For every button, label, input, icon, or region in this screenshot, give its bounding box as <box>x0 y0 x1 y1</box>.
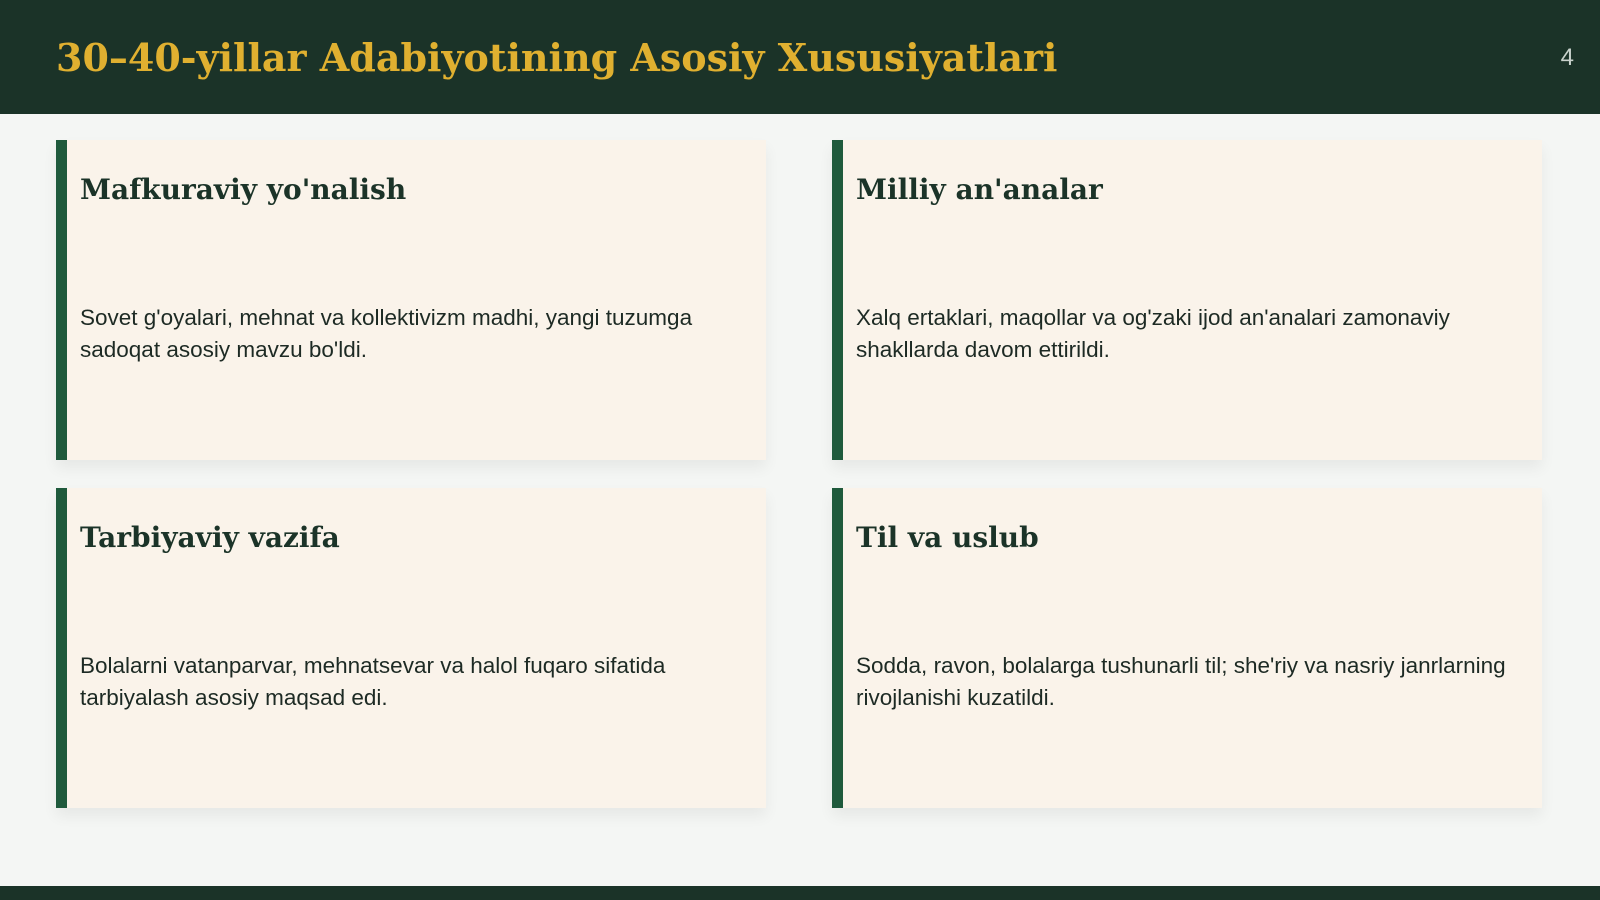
slide-title: 30–40-yillar Adabiyotining Asosiy Xususiyatlari <box>56 35 1058 80</box>
card-body: Xalq ertaklari, maqollar va og'zaki ijod an'analari zamonaviy shakllarda davom ettirildi. <box>856 305 1450 362</box>
card-til-va-uslub <box>832 488 1542 808</box>
card-accent-bar <box>832 140 843 460</box>
card-tarbiyaviy-vazifa <box>56 488 766 808</box>
card-body: Bolalarni vatanparvar, mehnatsevar va halol fuqaro sifatida tarbiyalash asosiy maqsad edi. <box>80 653 666 710</box>
card-body: Sodda, ravon, bolalarga tushunarli til; she'riy va nasriy janrlarning rivojlanishi kuzatildi. <box>856 653 1506 710</box>
card-mafkuraviy-yonalish <box>56 140 766 460</box>
card-milliy-ananalar <box>832 140 1542 460</box>
card-title: Tarbiyaviy vazifa <box>80 521 340 554</box>
card-title: Til va uslub <box>856 521 1039 554</box>
card-accent-bar <box>56 488 67 808</box>
card-body: Sovet g'oyalari, mehnat va kollektivizm madhi, yangi tuzumga sadoqat asosiy mavzu bo'ldi. <box>80 305 693 362</box>
card-title: Mafkuraviy yo'nalish <box>80 173 407 206</box>
footer-bar <box>0 886 1600 900</box>
card-accent-bar <box>56 140 67 460</box>
card-title: Milliy an'analar <box>856 173 1103 206</box>
card-accent-bar <box>832 488 843 808</box>
slide-header <box>0 0 1600 114</box>
page-number: 4 <box>1560 44 1574 71</box>
